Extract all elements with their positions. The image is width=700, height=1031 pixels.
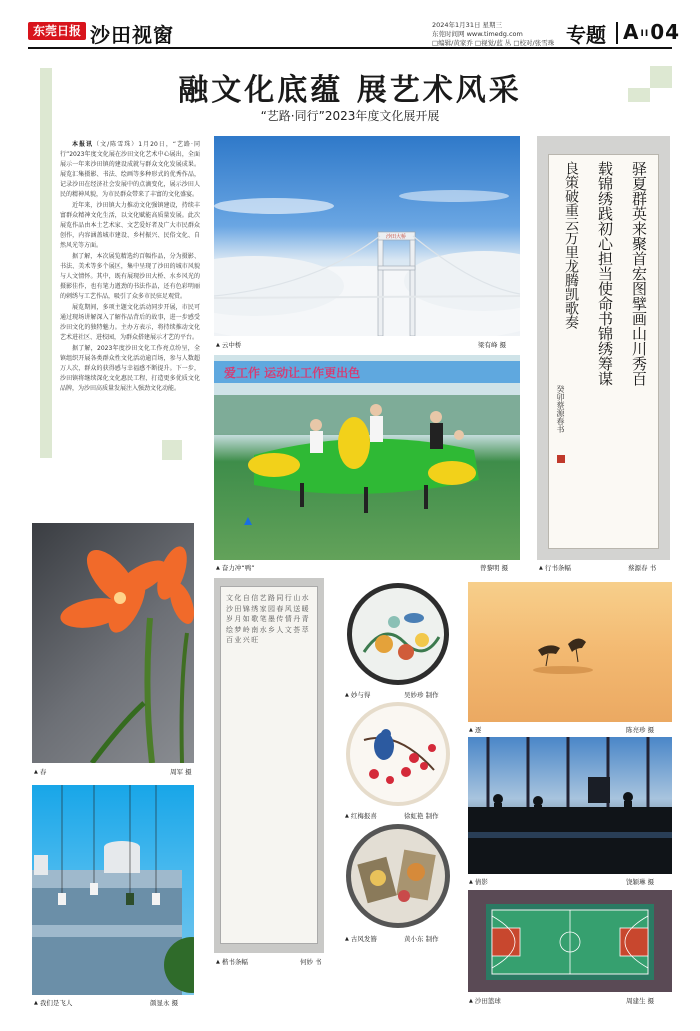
plate-2-illustration bbox=[344, 700, 452, 808]
author-plate-2: 徐虹艳 制作 bbox=[404, 812, 439, 820]
workers-illustration bbox=[32, 785, 194, 995]
masthead-rule bbox=[28, 47, 672, 49]
photo-calligraphy-scroll bbox=[537, 136, 670, 560]
article-lead: 本报讯 bbox=[72, 141, 94, 148]
photo-regular-script bbox=[214, 578, 324, 953]
caption-plate-1: ▲ 妙与得 bbox=[345, 690, 370, 699]
author-basketball-court: 周建生 摄 bbox=[626, 997, 655, 1005]
staff-line: □编辑/黄家乔 □视觉/蓝 丛 □校对/张雪珠 bbox=[432, 39, 555, 47]
flower-illustration bbox=[32, 523, 194, 763]
author-regular-script: 何妙 书 bbox=[300, 958, 322, 966]
court-illustration bbox=[468, 890, 672, 992]
author-bridge: 梁有峰 摄 bbox=[478, 341, 507, 349]
date-line: 2024年1月31日 星期三 bbox=[432, 21, 503, 29]
caption-regular-script: ▲ 楷书条幅 bbox=[216, 957, 248, 966]
photo-hairpin bbox=[344, 822, 452, 930]
scroll-paper bbox=[548, 154, 659, 549]
page-letter: A bbox=[623, 20, 640, 44]
caption-workers: ▲ 我们是飞人 bbox=[34, 998, 72, 1007]
article-paragraph: 据了解，本次展览精选约百幅作品，分为摄影、书法、美术等多个展区，集中呈现了沙田的城市风貌与人文情怀。其中，既有展现沙田大桥、水乡风光的摄影佳作，也有笔力遒劲的书法作品，还有色彩明丽的刺绣与工艺作品，吸引了众多市民驻足观赏。 bbox=[60, 253, 200, 300]
page-mark: II bbox=[640, 29, 650, 39]
scroll-column: 良策破重云万里龙腾凯歌奏 bbox=[563, 161, 579, 329]
bridge-sign: 沙田大桥 bbox=[386, 234, 407, 240]
caption-plate-2: ▲ 红梅报喜 bbox=[345, 811, 377, 820]
caption-duck-race: ▲ 奋力冲“鸭” bbox=[216, 563, 255, 572]
photo-birds bbox=[468, 582, 672, 722]
newspaper-logo: 东莞日报 bbox=[28, 22, 86, 40]
author-calligraphy-scroll: 蔡源春 书 bbox=[628, 564, 657, 572]
author-silhouettes: 饶颖琳 摄 bbox=[626, 878, 655, 886]
article-paragraph: 据了解，2023年度沙田文化工作亮点纷呈，全镇组织开展各类群众性文化活动逾百场，参与人数超万人次，群众的获得感与幸福感不断提升。下一步，沙田镇将继续深化文化惠民工程，打造更多优质文化品牌，为沙田高质量发展注入强劲文化动能。 bbox=[60, 345, 200, 392]
birds-illustration bbox=[468, 582, 672, 722]
article-paragraph: 近年来，沙田镇大力推动文化强镇建设，持续丰富群众精神文化生活，以文化赋能高质量发展。此次展览作品由本土艺术家、文艺爱好者及广大市民群众创作，内容涵盖城市建设、乡村振兴、民俗文化、自然风光等方面。 bbox=[60, 202, 200, 249]
photo-embroidery-plate-2 bbox=[344, 700, 452, 808]
photo-workers bbox=[32, 785, 194, 995]
author-workers: 颜显永 摄 bbox=[150, 999, 179, 1007]
regular-script-text: 文化自信艺路同行山水沙田锦绣家园春风送暖岁月如歌笔墨传情丹青绘梦岭南水乡人文荟萃百业兴旺 bbox=[226, 594, 310, 645]
caption-birds: ▲ 逐 bbox=[469, 725, 481, 734]
author-plate-1: 吴妙珍 制作 bbox=[404, 691, 439, 699]
site-line: 东莞时间网 www.timedg.com bbox=[432, 30, 523, 38]
scroll-column: 驿夏群英来聚首宏图擘画山川秀百 bbox=[630, 161, 648, 386]
silhouettes-illustration bbox=[468, 737, 672, 874]
page-digits: 04 bbox=[650, 20, 681, 44]
duck-race-illustration bbox=[214, 355, 520, 560]
photo-embroidery-plate-1 bbox=[344, 582, 452, 686]
caption-flower: ▲ 春 bbox=[34, 767, 46, 776]
event-banner-text: 爱工作 运动让工作更出色 bbox=[224, 366, 361, 380]
section-title: 沙田视窗 bbox=[90, 23, 174, 47]
author-duck-race: 曾黎明 摄 bbox=[480, 564, 509, 572]
article-body bbox=[60, 140, 200, 460]
scroll-signature: 癸卯蔡源春书 bbox=[556, 385, 565, 433]
article-paragraph: 展览期间，多项主题文化活动同步开展，市民可通过现场讲解深入了解作品背后的故事，进一步感受沙田文化的独特魅力。主办方表示，将持续推动文化艺术进社区、进校园，为群众搭建展示才艺的平台。 bbox=[60, 304, 200, 341]
author-hairpin: 黄小东 制作 bbox=[404, 935, 439, 943]
caption-bridge: ▲ 云中桥 bbox=[216, 340, 241, 349]
page-number bbox=[623, 20, 680, 44]
caption-silhouettes: ▲ 倩影 bbox=[469, 877, 488, 886]
headline: 融文化底蕴 展艺术风采 bbox=[178, 73, 522, 108]
photo-bridge bbox=[214, 136, 520, 336]
scroll-column: 载锦绣践初心担当使命书锦绣筹谋 bbox=[596, 161, 614, 386]
article-paragraph: 本报讯（文/陈雪珠）1月20日，“艺路·同行”2023年度文化展在沙田文化艺术中心展出，全面展示一年来沙田镇的建设成就与群众文化发展成果。展览汇集摄影、书法、绘画等多种形式的优秀作品，记录沙田在经济社会发展中的点滴变化，展示沙田人民的精神风貌，为市民群众带来了丰富的文化盛宴。 bbox=[60, 141, 200, 198]
deco-bar-left bbox=[40, 68, 52, 458]
hairpin-illustration bbox=[344, 822, 452, 930]
caption-calligraphy-scroll: ▲ 行书条幅 bbox=[539, 563, 571, 572]
photo-duck-race bbox=[214, 355, 520, 560]
masthead-divider bbox=[616, 22, 618, 44]
plate-1-illustration bbox=[344, 582, 452, 686]
bridge-illustration bbox=[214, 136, 520, 336]
author-flower: 周军 摄 bbox=[170, 768, 192, 776]
photo-silhouettes bbox=[468, 737, 672, 874]
regular-script-paper bbox=[220, 586, 318, 944]
scroll-text-area bbox=[553, 161, 656, 541]
caption-hairpin: ▲ 古风发簪 bbox=[345, 934, 377, 943]
topic-label: 专题 bbox=[566, 23, 606, 47]
caption-basketball-court: ▲ 沙田篮球 bbox=[469, 996, 501, 1005]
author-birds: 陈亮珍 摄 bbox=[626, 726, 655, 734]
scroll-seal bbox=[557, 455, 565, 463]
subheadline: “艺路·同行”2023年度文化展开展 bbox=[260, 109, 440, 123]
publication-info bbox=[432, 21, 560, 48]
photo-basketball-court bbox=[468, 890, 672, 992]
photo-flower bbox=[32, 523, 194, 763]
deco-square-right-a bbox=[650, 66, 672, 88]
